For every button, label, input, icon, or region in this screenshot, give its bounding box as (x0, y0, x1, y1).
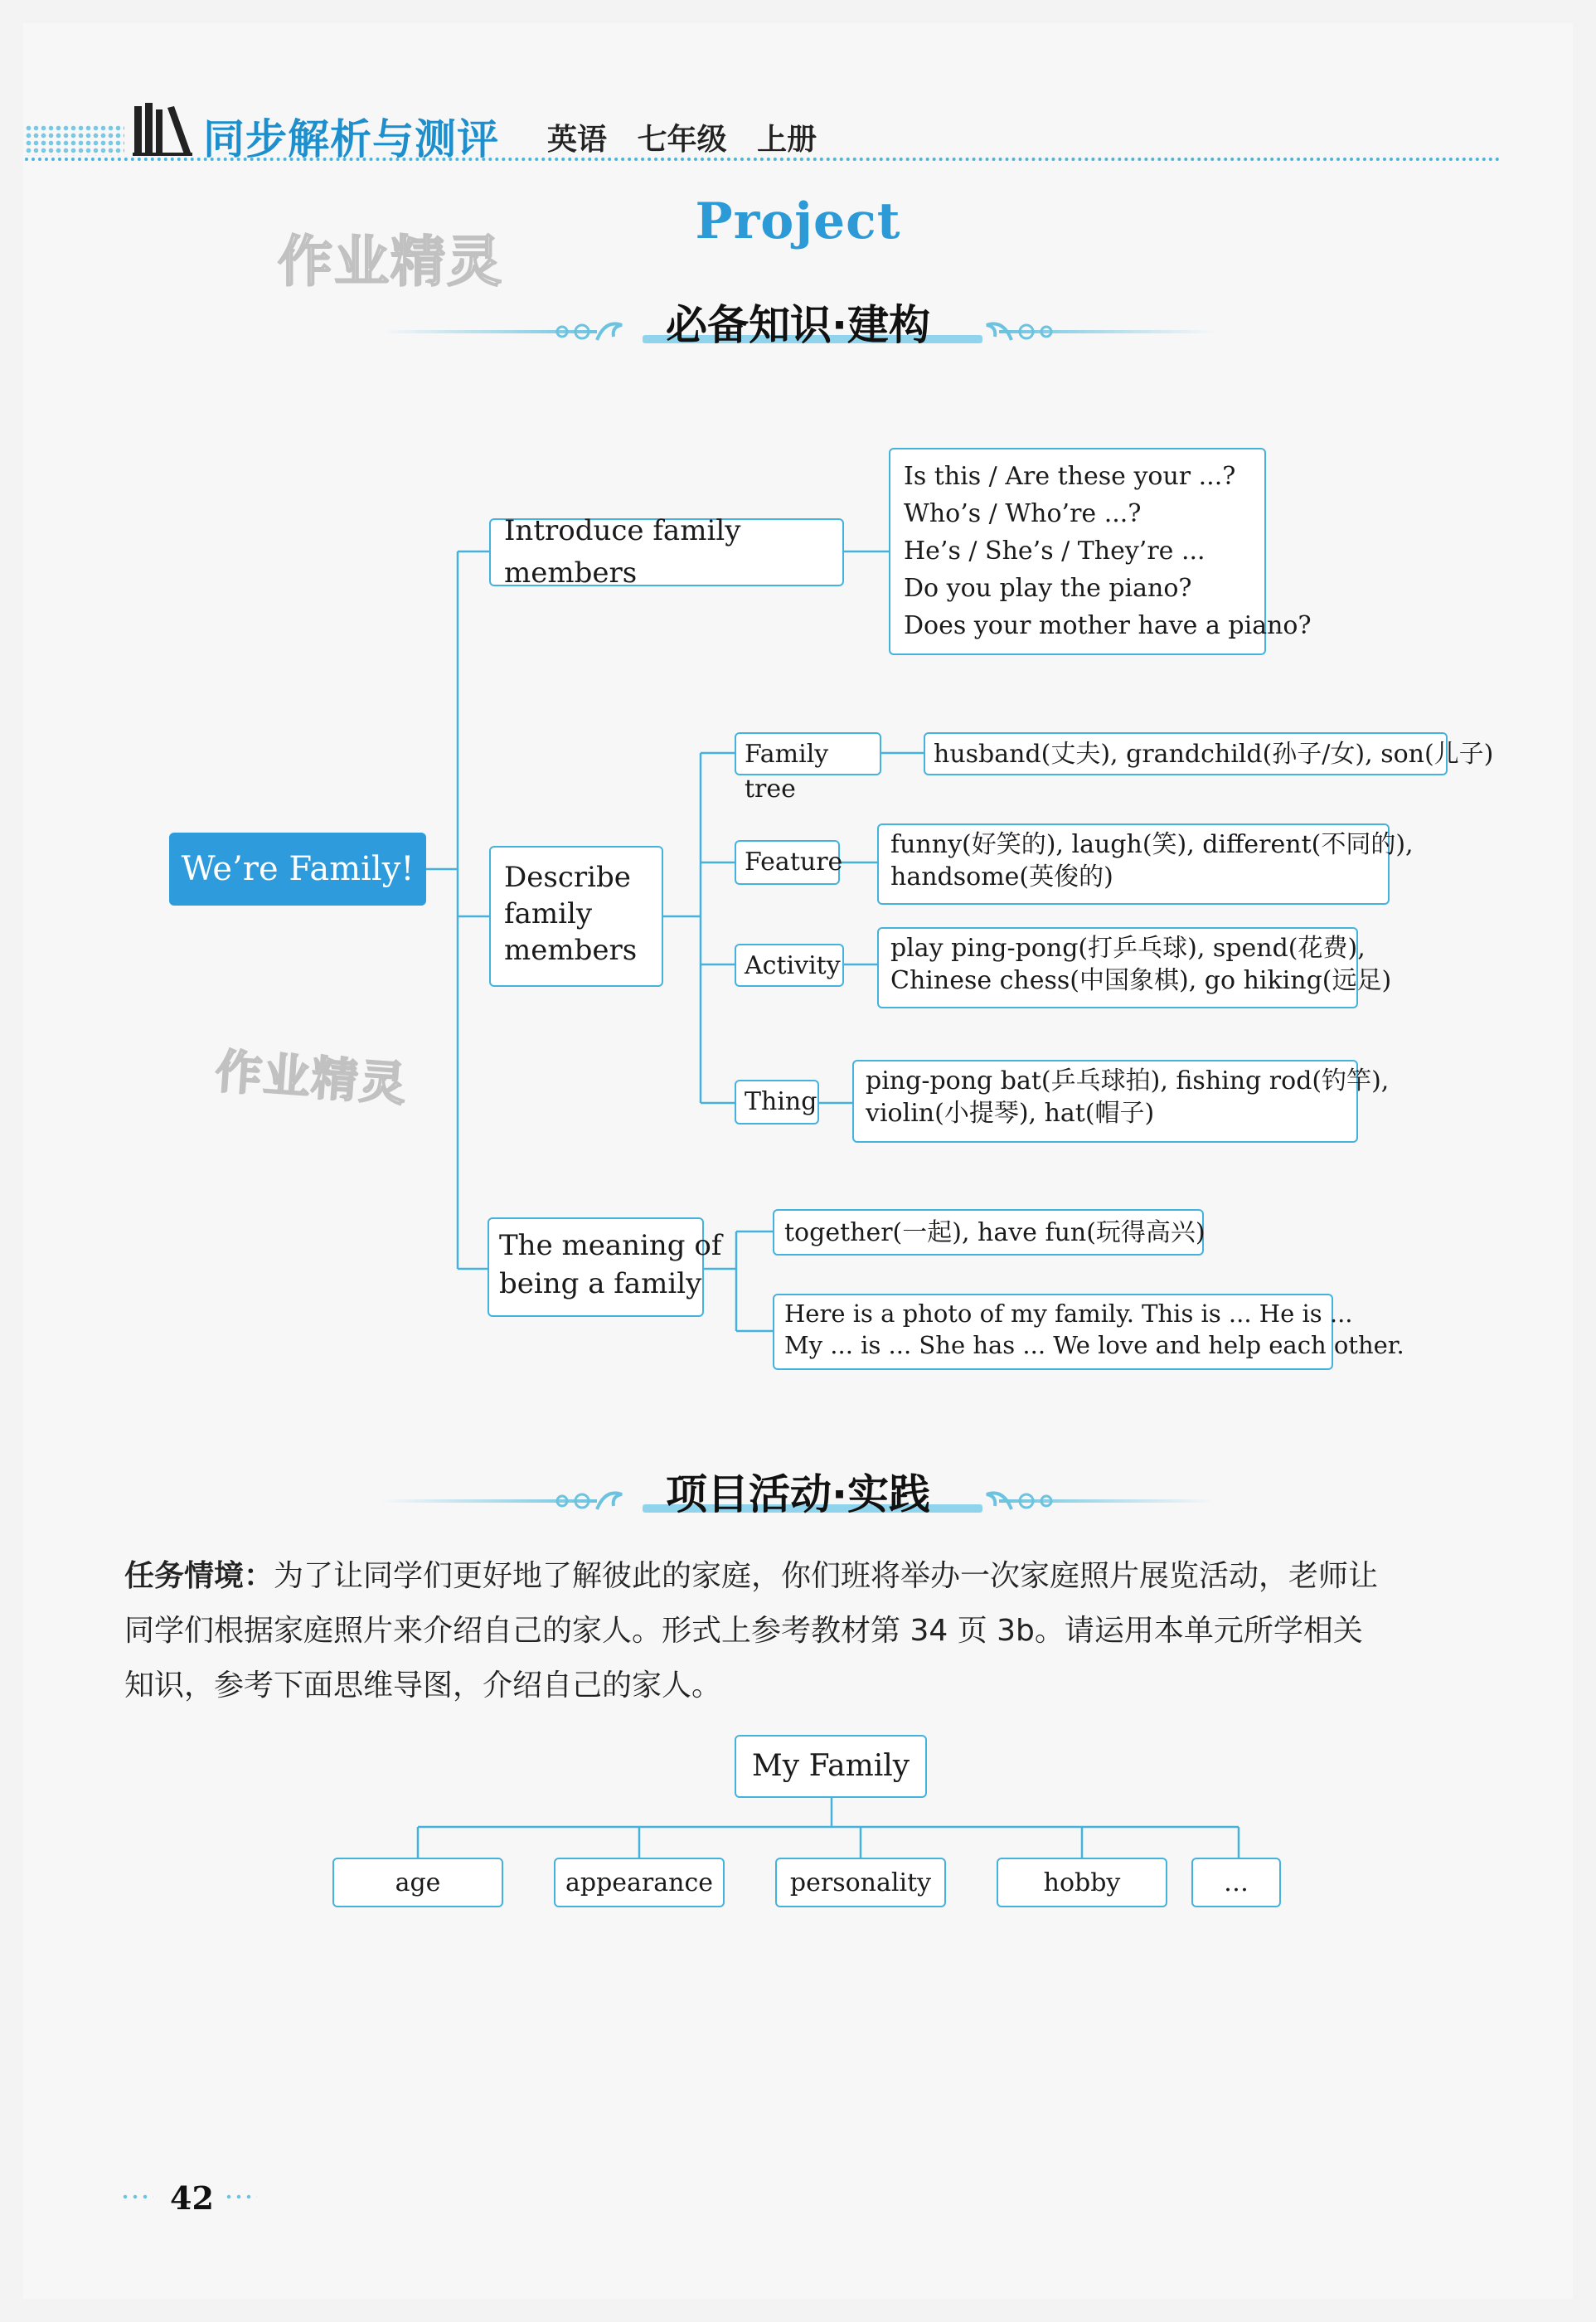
vocab-line: funny(好笑的), laugh(笑), different(不同的), (890, 830, 1414, 859)
meaning-node (488, 1217, 722, 1317)
swirl-right-icon (978, 1484, 1061, 1518)
task-line: 同学们根据家庭照片来介绍自己的家人。形式上参考教材第 34 页 3b。请运用本单元所学相关 (124, 1614, 1363, 1648)
vocab-line: Chinese chess(中国象棋), go hiking(远足) (890, 966, 1392, 995)
watermark: 作业精灵 (278, 230, 503, 294)
section2-title: 项目活动·实践 (666, 1470, 930, 1518)
introduce-sentences (889, 448, 1312, 655)
mindmap-root: We’re Family! (169, 833, 426, 906)
task-line: 为了让同学们更好地了解彼此的家庭，你们班将举办一次家庭照片展览活动，老师让 (274, 1559, 1379, 1593)
introduce-node: Introduce family members (489, 518, 844, 586)
activity-content (877, 927, 1392, 1008)
vocab-line: husband(丈夫), grandchild(孙子/女), son(儿子) (934, 740, 1494, 769)
family-item-age: age (332, 1858, 503, 1907)
series-title: 同步解析与测评 (203, 115, 499, 163)
section1-title: 必备知识·建构 (666, 301, 930, 349)
sentence-item: Is this / Are these your ...? (904, 462, 1236, 491)
feature-node: Feature (735, 840, 840, 885)
family-tree-node: Family tree (735, 732, 881, 775)
sentence-item: My ... is ... She has ... We love and help each other. (784, 1330, 1404, 1359)
thing-node: Thing (735, 1080, 819, 1125)
page-number-dots (120, 2193, 153, 2201)
my-family-root: My Family (735, 1735, 927, 1798)
task-line: 知识，参考下面思维导图，介绍自己的家人。 (124, 1669, 722, 1703)
vocab-line: handsome(英俊的) (890, 862, 1113, 891)
meaning-words (773, 1209, 1204, 1256)
page-number: 42 (170, 2179, 214, 2217)
activity-node: Activity (735, 944, 844, 987)
meaning-line: being a family (499, 1266, 702, 1300)
grade: 七年级 (637, 123, 727, 157)
sentence-item: Here is a photo of my family. This is ... He is ... (784, 1299, 1353, 1328)
family-item-appearance: appearance (554, 1858, 725, 1907)
family-item-more: … (1191, 1858, 1281, 1907)
sentence-item: Does your mother have a piano? (904, 611, 1312, 640)
describe-line: family (504, 897, 593, 931)
vocab-line: play ping-pong(打乒乓球), spend(花费), (890, 934, 1366, 963)
vocab-line: ping-pong bat(乒乓球拍), fishing rod(钓竿), (866, 1066, 1390, 1095)
swirl-left-icon (547, 1484, 630, 1518)
volume: 上册 (757, 123, 817, 157)
subject: 英语 (547, 123, 608, 157)
page-title: Project (695, 192, 901, 250)
describe-line: Describe (504, 861, 631, 894)
meaning-line: The meaning of (499, 1229, 722, 1262)
vocab-line: together(一起), have fun(玩得高兴) (784, 1218, 1205, 1247)
family-tree-content (924, 732, 1494, 775)
sentence-item: Who’s / Who’re ...? (904, 499, 1142, 528)
sentence-item: Do you play the piano? (904, 574, 1192, 603)
page-number-dots (224, 2193, 257, 2201)
feature-content (877, 823, 1414, 905)
watermark: 作业精灵 (213, 1044, 410, 1113)
describe-node (489, 846, 663, 987)
task-paragraph (124, 1549, 1501, 1713)
vocab-line: violin(小提琴), hat(帽子) (866, 1099, 1155, 1128)
sentence-item: He’s / She’s / They’re ... (904, 537, 1205, 566)
thing-content (852, 1060, 1390, 1143)
meaning-sentences (773, 1294, 1404, 1370)
family-item-personality: personality (775, 1858, 946, 1907)
family-item-hobby: hobby (997, 1858, 1167, 1907)
describe-line: members (504, 934, 638, 968)
task-label: 任务情境： (124, 1559, 274, 1593)
